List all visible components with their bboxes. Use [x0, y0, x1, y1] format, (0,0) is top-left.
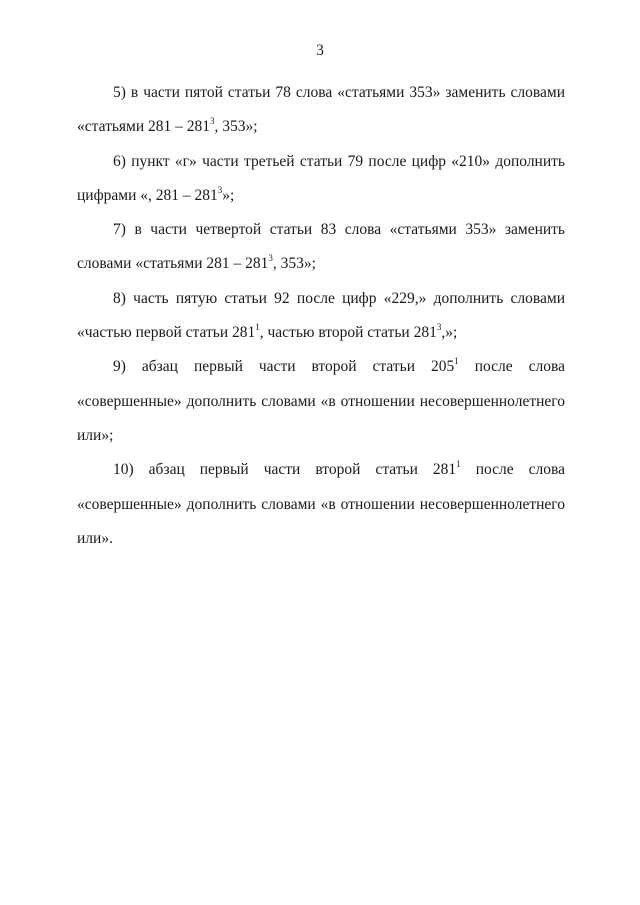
text-run: , 353»;: [272, 255, 316, 273]
superscript-index: 3: [268, 253, 273, 264]
superscript-index: 1: [456, 459, 461, 470]
text-run: ,»;: [441, 324, 458, 342]
amendment-item-10: [77, 453, 565, 556]
superscript-index: 1: [454, 356, 459, 367]
text-run: после слова «совершенные» дополнить словами «в отношении несовершеннолетнего или»;: [77, 358, 565, 444]
text-run: , частью второй статьи 281: [259, 324, 437, 342]
superscript-index: 3: [436, 321, 442, 332]
text-run: 10) абзац первый части второй статьи 281: [113, 461, 457, 479]
text-run: »;: [222, 186, 235, 204]
text-run: 6) пункт «г» части третьей статьи 79 после цифр «210» дополнить цифрами «, 281 – 281: [77, 152, 565, 204]
text-run: , 353»;: [214, 118, 258, 136]
amendment-item-8: [77, 282, 565, 351]
text-run: после слова «совершенные» дополнить словами «в отношении несовершеннолетнего или».: [77, 461, 565, 547]
amendment-item-9: [77, 350, 565, 453]
text-run: 9) абзац первый части второй статьи 205: [113, 358, 455, 376]
text-run: 7) в части четвертой статьи 83 слова «статьями 353» заменить словами «статьями 281 – 281: [77, 221, 565, 273]
superscript-index: 1: [255, 321, 260, 332]
document-body: [77, 76, 565, 556]
amendment-item-5: [77, 76, 565, 145]
amendment-item-7: [77, 213, 565, 282]
text-run: 5) в части пятой статьи 78 слова «статьями 353» заменить словами «статьями 281 – 281: [77, 84, 565, 136]
superscript-index: 3: [210, 116, 215, 127]
amendment-item-6: [77, 145, 565, 214]
text-run: 8) часть пятую статьи 92 после цифр «229,» дополнить словами «частью первой статьи 281: [77, 289, 565, 342]
superscript-index: 3: [217, 184, 223, 195]
page-number: 3: [316, 42, 324, 59]
